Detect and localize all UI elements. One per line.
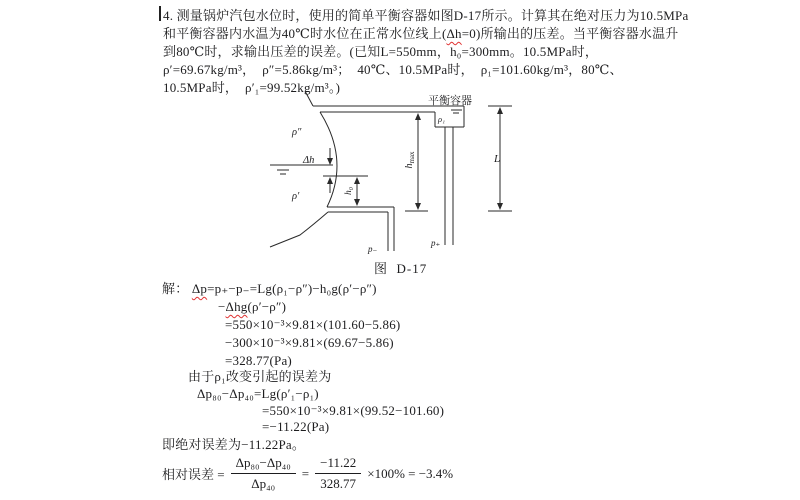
balance-vessel [435,106,464,127]
fraction-dp-numerator: Δp₈₀−Δp₄₀ [231,455,296,474]
relative-error-label: 相对误差 = [162,467,225,482]
solution-line-6: 由于ρ₁改变引起的误差为 [188,369,332,384]
spellcheck-underline-dh: Δh [446,26,462,41]
fraction-dp [231,455,296,492]
delta-h-label: Δh [303,155,315,166]
p-minus-label: p₋ [368,244,378,254]
h0-dimension [344,178,357,205]
solution-line-3: =550×10⁻³×9.81×(101.60−5.86) [225,317,401,332]
relative-error-equation [162,455,453,492]
hmax-dimension [404,112,428,211]
solution-line-10: 即绝对误差为−11.22Pa。 [162,437,306,452]
equals-sign: = [301,465,310,481]
solution-line-2 [218,298,286,315]
fraction-values-numerator: −11.22 [315,455,361,474]
solution-line-4: −300×10⁻³×9.81×(69.67−5.86) [225,335,394,350]
delta-h-dimension [302,148,330,193]
plus-impulse-pipe [445,127,453,245]
problem-line-1: 4. 测量锅炉汽包水位时，使用的简单平衡容器如图D-17所示。计算其在绝对压力为10.5MPa [163,8,689,23]
water-pipe [327,207,394,251]
solution-line-2-rest: (ρ′−ρ″) [247,299,287,314]
hmax-label: $h_{max}$ [404,151,416,169]
relative-error-result: ×100% = −3.4% [367,465,454,481]
vessel-rho1-label: ρ₁ [438,114,446,124]
solution-line-1 [162,280,377,297]
problem-line-4: ρ′=69.67kg/m³， ρ″=5.86kg/m³； 40℃、10.5MPa时， ρ₁=101.60kg/m³，80℃、 [163,62,623,77]
fraction-values-denominator: 328.77 [320,476,357,491]
rho-water-label: ρ′ [292,191,300,202]
spellcheck-underline-dp: Δp [191,281,208,296]
L-label: L [494,153,501,165]
balance-vessel-title: 平衡容器 [428,95,472,107]
L-dimension [488,106,512,211]
rho-steam-label: ρ″ [292,127,302,138]
h0-label: h₀ [344,186,354,196]
fraction-values [315,455,361,492]
problem-line-2 [163,25,679,42]
solution-line-2-pre: − [218,299,226,314]
solution-label: 解： [162,281,192,296]
p-plus-label: p₊ [431,238,441,248]
water-level-lines [270,165,368,176]
solution-line-9: =−11.22(Pa) [262,419,330,434]
spellcheck-underline-dhg: Δhg [225,299,248,314]
problem-line-2-pre: 和平衡容器内水温为40℃时水位在正常水位线上( [163,26,447,41]
problem-line-3: 到80℃时，求输出压差的误差。(已知L=550mm，h₀=300mm。10.5MPa时， [163,44,599,59]
steam-pipe [313,106,464,112]
solution-line-8: =550×10⁻³×9.81×(99.52−101.60) [262,403,445,418]
solution-line-1-rest: =p₊−p₋=Lg(ρ₁−ρ″)−h₀g(ρ′−ρ″) [207,281,377,296]
figure-caption: 图 D-17 [374,261,428,276]
balance-vessel-diagram [255,85,555,260]
problem-line-5: 10.5MPa时， ρ′₁=99.52kg/m³。) [163,80,341,95]
solution-line-7: Δp₈₀−Δp₄₀=Lg(ρ′₁−ρ₁) [197,386,319,401]
fraction-dp-denominator: Δp₄₀ [251,476,276,491]
drum-outline [270,91,337,247]
problem-line-2-rest: =0)所输出的压差。当平衡容器水温升 [461,26,679,41]
text-cursor [159,6,161,21]
solution-line-5: =328.77(Pa) [225,353,292,368]
